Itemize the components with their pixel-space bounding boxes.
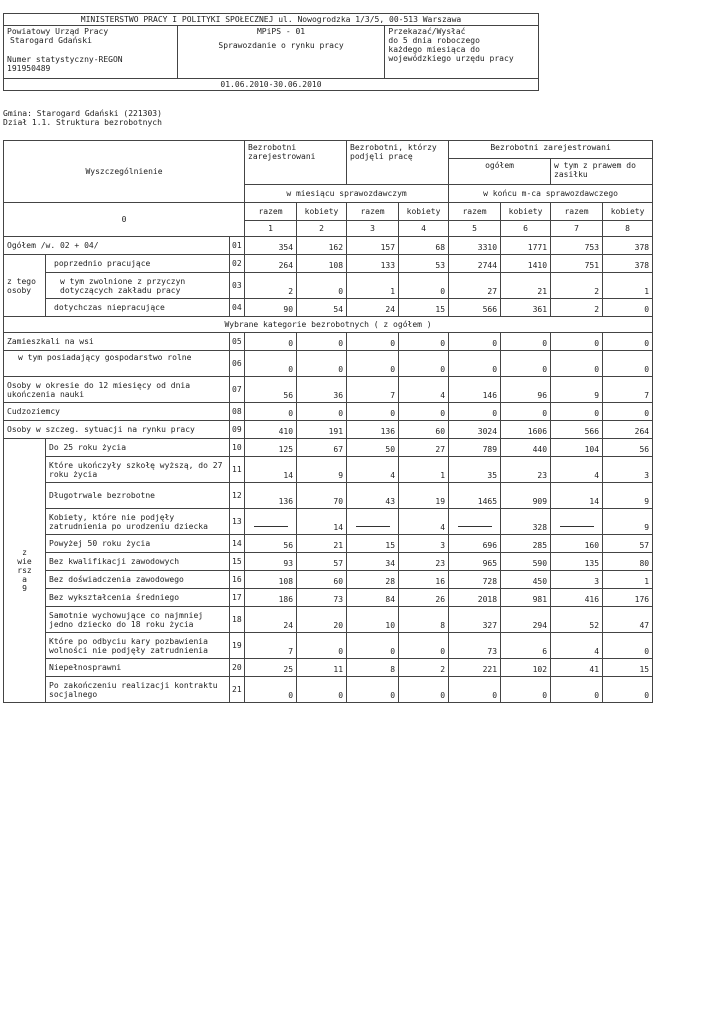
deliver-line-4: wojewódzkiego urzędu pracy bbox=[388, 54, 514, 63]
value-cell: 294 bbox=[501, 607, 551, 633]
value-cell: 84 bbox=[347, 589, 399, 607]
row-label: Powyżej 50 roku życia bbox=[46, 535, 230, 553]
value-cell: 54 bbox=[297, 299, 347, 317]
value-cell bbox=[245, 509, 297, 535]
colnum-1: 1 bbox=[245, 221, 297, 237]
row-label: Bez doświadczenia zawodowego bbox=[46, 571, 230, 589]
value-cell: 14 bbox=[551, 483, 603, 509]
value-cell: 56 bbox=[245, 377, 297, 403]
colnum-6: 6 bbox=[501, 221, 551, 237]
value-cell: 9 bbox=[297, 457, 347, 483]
spec-header: Wyszczególnienie bbox=[4, 141, 245, 203]
value-cell: 328 bbox=[501, 509, 551, 535]
office-cell bbox=[4, 26, 178, 79]
value-cell: 146 bbox=[449, 377, 501, 403]
value-cell: 2018 bbox=[449, 589, 501, 607]
value-cell: 14 bbox=[245, 457, 297, 483]
row-number: 05 bbox=[230, 333, 245, 351]
value-cell: 0 bbox=[245, 333, 297, 351]
value-cell: 410 bbox=[245, 421, 297, 439]
sub-kobiety-6: kobiety bbox=[501, 203, 551, 221]
value-cell: 0 bbox=[551, 403, 603, 421]
table-row bbox=[4, 553, 653, 571]
empty-dash bbox=[254, 526, 288, 527]
value-cell: 0 bbox=[245, 677, 297, 703]
table-row bbox=[4, 535, 653, 553]
col-total: ogółem bbox=[449, 159, 551, 185]
value-cell: 2 bbox=[399, 659, 449, 677]
col-benefit: w tym z prawem do zasiłku bbox=[551, 159, 653, 185]
sub-razem-1: razem bbox=[245, 203, 297, 221]
row-label: Ogółem /w. 02 + 04/ bbox=[4, 237, 230, 255]
value-cell: 0 bbox=[297, 351, 347, 377]
col-group-registered: Bezrobotni zarejestrowani bbox=[245, 141, 347, 185]
value-cell: 0 bbox=[449, 677, 501, 703]
table-row bbox=[4, 589, 653, 607]
value-cell: 47 bbox=[603, 607, 653, 633]
table-row bbox=[4, 299, 653, 317]
value-cell: 136 bbox=[347, 421, 399, 439]
value-cell: 0 bbox=[297, 677, 347, 703]
value-cell: 1 bbox=[399, 457, 449, 483]
value-cell: 67 bbox=[297, 439, 347, 457]
value-cell: 3310 bbox=[449, 237, 501, 255]
value-cell: 52 bbox=[551, 607, 603, 633]
sub-razem-5: razem bbox=[449, 203, 501, 221]
value-cell: 8 bbox=[347, 659, 399, 677]
value-cell: 50 bbox=[347, 439, 399, 457]
sub-kobiety-8: kobiety bbox=[603, 203, 653, 221]
period-month: w miesiącu sprawozdawczym bbox=[245, 185, 449, 203]
deliver-line-2: do 5 dnia roboczego bbox=[388, 36, 480, 45]
value-cell: 1606 bbox=[501, 421, 551, 439]
value-cell: 416 bbox=[551, 589, 603, 607]
value-cell: 9 bbox=[551, 377, 603, 403]
empty-dash bbox=[458, 526, 492, 527]
row-label: Które po odbyciu kary pozbawienia wolności nie podjęły zatrudnienia bbox=[46, 633, 230, 659]
value-cell: 24 bbox=[347, 299, 399, 317]
value-cell: 0 bbox=[245, 403, 297, 421]
value-cell: 0 bbox=[347, 403, 399, 421]
value-cell: 0 bbox=[399, 351, 449, 377]
empty-dash bbox=[356, 526, 390, 527]
value-cell: 566 bbox=[551, 421, 603, 439]
value-cell: 56 bbox=[245, 535, 297, 553]
value-cell: 1465 bbox=[449, 483, 501, 509]
row-number: 07 bbox=[230, 377, 245, 403]
value-cell: 25 bbox=[245, 659, 297, 677]
value-cell: 4 bbox=[347, 457, 399, 483]
value-cell: 753 bbox=[551, 237, 603, 255]
table-row bbox=[4, 509, 653, 535]
value-cell: 327 bbox=[449, 607, 501, 633]
value-cell: 24 bbox=[245, 607, 297, 633]
table-row bbox=[4, 351, 653, 377]
table-row bbox=[4, 659, 653, 677]
row-number: 01 bbox=[230, 237, 245, 255]
value-cell: 160 bbox=[551, 535, 603, 553]
value-cell: 728 bbox=[449, 571, 501, 589]
value-cell: 789 bbox=[449, 439, 501, 457]
regon-label: Numer statystyczny-REGON bbox=[7, 55, 123, 64]
row-label: dotychczas niepracujące bbox=[46, 299, 230, 317]
value-cell: 3 bbox=[603, 457, 653, 483]
row-label: Bez wykształcenia średniego bbox=[46, 589, 230, 607]
colnum-3: 3 bbox=[347, 221, 399, 237]
spec-spacer: 0 bbox=[4, 203, 245, 237]
value-cell: 0 bbox=[297, 633, 347, 659]
value-cell: 96 bbox=[501, 377, 551, 403]
col-group-registered-end: Bezrobotni zarejestrowani bbox=[449, 141, 653, 159]
empty-dash bbox=[560, 526, 594, 527]
value-cell: 9 bbox=[603, 483, 653, 509]
colnum-2: 2 bbox=[297, 221, 347, 237]
value-cell: 135 bbox=[551, 553, 603, 571]
report-header bbox=[3, 13, 539, 91]
value-cell: 378 bbox=[603, 255, 653, 273]
row-label: poprzednio pracujące bbox=[46, 255, 230, 273]
row-number: 03 bbox=[230, 273, 245, 299]
office-name: Powiatowy Urząd Pracy bbox=[7, 27, 109, 36]
value-cell: 16 bbox=[399, 571, 449, 589]
value-cell bbox=[551, 509, 603, 535]
form-cell bbox=[177, 26, 385, 79]
value-cell: 19 bbox=[399, 483, 449, 509]
value-cell: 7 bbox=[347, 377, 399, 403]
value-cell: 11 bbox=[297, 659, 347, 677]
value-cell: 53 bbox=[399, 255, 449, 273]
value-cell: 0 bbox=[603, 633, 653, 659]
selected-categories-label: Wybrane kategorie bezrobotnych ( z ogółem ) bbox=[4, 317, 653, 333]
value-cell: 93 bbox=[245, 553, 297, 571]
row-label: Które ukończyły szkołę wyższą, do 27 roku życia bbox=[46, 457, 230, 483]
value-cell: 7 bbox=[245, 633, 297, 659]
value-cell: 0 bbox=[603, 299, 653, 317]
selected-categories-row bbox=[4, 317, 653, 333]
col-group-employed: Bezrobotni, którzy podjęli pracę bbox=[347, 141, 449, 185]
value-cell: 23 bbox=[501, 457, 551, 483]
table-row bbox=[4, 273, 653, 299]
value-cell: 41 bbox=[551, 659, 603, 677]
value-cell: 15 bbox=[603, 659, 653, 677]
table-row bbox=[4, 403, 653, 421]
value-cell: 0 bbox=[245, 351, 297, 377]
row-label: Osoby w okresie do 12 miesięcy od dnia ukończenia nauki bbox=[4, 377, 230, 403]
value-cell: 450 bbox=[501, 571, 551, 589]
row-number: 14 bbox=[230, 535, 245, 553]
value-cell: 0 bbox=[449, 403, 501, 421]
value-cell: 57 bbox=[603, 535, 653, 553]
row-label: Zamieszkali na wsi bbox=[4, 333, 230, 351]
value-cell: 60 bbox=[297, 571, 347, 589]
value-cell: 751 bbox=[551, 255, 603, 273]
value-cell: 56 bbox=[603, 439, 653, 457]
value-cell: 361 bbox=[501, 299, 551, 317]
row-number: 21 bbox=[230, 677, 245, 703]
value-cell: 0 bbox=[399, 273, 449, 299]
row-number: 13 bbox=[230, 509, 245, 535]
value-cell: 4 bbox=[399, 377, 449, 403]
table-body bbox=[4, 237, 653, 703]
value-cell: 0 bbox=[501, 677, 551, 703]
row-label: Osoby w szczeg. sytuacji na rynku pracy bbox=[4, 421, 230, 439]
value-cell: 108 bbox=[297, 255, 347, 273]
value-cell: 9 bbox=[603, 509, 653, 535]
sub-kobiety-2: kobiety bbox=[297, 203, 347, 221]
value-cell: 0 bbox=[501, 351, 551, 377]
row-label: Po zakończeniu realizacji kontraktu socjalnego bbox=[46, 677, 230, 703]
sub-razem-3: razem bbox=[347, 203, 399, 221]
z-wiersza-part: rsz bbox=[17, 566, 32, 575]
table-row bbox=[4, 377, 653, 403]
row-number: 08 bbox=[230, 403, 245, 421]
row-number: 06 bbox=[230, 351, 245, 377]
value-cell: 80 bbox=[603, 553, 653, 571]
value-cell: 0 bbox=[449, 333, 501, 351]
value-cell: 14 bbox=[297, 509, 347, 535]
row-number: 20 bbox=[230, 659, 245, 677]
value-cell: 133 bbox=[347, 255, 399, 273]
value-cell: 696 bbox=[449, 535, 501, 553]
value-cell: 3024 bbox=[449, 421, 501, 439]
value-cell: 264 bbox=[245, 255, 297, 273]
z-tego-osoby-label: z tego osoby bbox=[4, 255, 46, 317]
value-cell: 23 bbox=[399, 553, 449, 571]
value-cell: 0 bbox=[399, 633, 449, 659]
deliver-cell bbox=[385, 26, 539, 79]
report-period: 01.06.2010-30.06.2010 bbox=[4, 79, 539, 91]
value-cell: 15 bbox=[399, 299, 449, 317]
office-city: Starogard Gdański bbox=[10, 36, 92, 45]
value-cell: 176 bbox=[603, 589, 653, 607]
value-cell: 264 bbox=[603, 421, 653, 439]
row-number: 17 bbox=[230, 589, 245, 607]
value-cell: 7 bbox=[603, 377, 653, 403]
z-wiersza-part: z bbox=[22, 548, 27, 557]
value-cell: 104 bbox=[551, 439, 603, 457]
value-cell: 0 bbox=[399, 403, 449, 421]
value-cell: 1 bbox=[603, 273, 653, 299]
value-cell: 0 bbox=[603, 333, 653, 351]
table-row bbox=[4, 483, 653, 509]
value-cell: 136 bbox=[245, 483, 297, 509]
row-number: 15 bbox=[230, 553, 245, 571]
row-label: w tym zwolnione z przyczyn dotyczących zakładu pracy bbox=[46, 273, 230, 299]
row-number: 18 bbox=[230, 607, 245, 633]
row-number: 04 bbox=[230, 299, 245, 317]
value-cell: 965 bbox=[449, 553, 501, 571]
value-cell bbox=[449, 509, 501, 535]
value-cell: 15 bbox=[347, 535, 399, 553]
table-row bbox=[4, 607, 653, 633]
value-cell: 26 bbox=[399, 589, 449, 607]
row-number: 10 bbox=[230, 439, 245, 457]
value-cell: 0 bbox=[399, 677, 449, 703]
value-cell: 3 bbox=[399, 535, 449, 553]
value-cell: 0 bbox=[297, 273, 347, 299]
value-cell: 0 bbox=[603, 403, 653, 421]
value-cell: 0 bbox=[347, 333, 399, 351]
value-cell: 191 bbox=[297, 421, 347, 439]
row-label: Niepełnosprawni bbox=[46, 659, 230, 677]
sub-razem-7: razem bbox=[551, 203, 603, 221]
table-row bbox=[4, 333, 653, 351]
value-cell: 57 bbox=[297, 553, 347, 571]
form-name: Sprawozdanie o rynku pracy bbox=[218, 41, 344, 50]
period-end: w końcu m-ca sprawozdawczego bbox=[449, 185, 653, 203]
value-cell: 10 bbox=[347, 607, 399, 633]
value-cell: 73 bbox=[297, 589, 347, 607]
row-number: 02 bbox=[230, 255, 245, 273]
value-cell: 590 bbox=[501, 553, 551, 571]
value-cell: 35 bbox=[449, 457, 501, 483]
table-row bbox=[4, 439, 653, 457]
value-cell: 378 bbox=[603, 237, 653, 255]
value-cell: 1 bbox=[347, 273, 399, 299]
value-cell: 0 bbox=[449, 351, 501, 377]
row-number: 09 bbox=[230, 421, 245, 439]
row-label: w tym posiadający gospodarstwo rolne bbox=[4, 351, 230, 377]
value-cell: 0 bbox=[551, 677, 603, 703]
value-cell: 60 bbox=[399, 421, 449, 439]
value-cell: 566 bbox=[449, 299, 501, 317]
value-cell bbox=[347, 509, 399, 535]
row-number: 19 bbox=[230, 633, 245, 659]
colnum-4: 4 bbox=[399, 221, 449, 237]
row-label: Kobiety, które nie podjęły zatrudnienia po urodzeniu dziecka bbox=[46, 509, 230, 535]
value-cell: 285 bbox=[501, 535, 551, 553]
row-label: Do 25 roku życia bbox=[46, 439, 230, 457]
value-cell: 6 bbox=[501, 633, 551, 659]
value-cell: 909 bbox=[501, 483, 551, 509]
value-cell: 90 bbox=[245, 299, 297, 317]
value-cell: 68 bbox=[399, 237, 449, 255]
value-cell: 4 bbox=[551, 633, 603, 659]
value-cell: 0 bbox=[347, 633, 399, 659]
z-wiersza-part: 9 bbox=[22, 584, 27, 593]
z-wiersza-part: wie bbox=[17, 557, 32, 566]
value-cell: 354 bbox=[245, 237, 297, 255]
colnum-8: 8 bbox=[603, 221, 653, 237]
value-cell: 73 bbox=[449, 633, 501, 659]
value-cell: 70 bbox=[297, 483, 347, 509]
value-cell: 1771 bbox=[501, 237, 551, 255]
value-cell: 221 bbox=[449, 659, 501, 677]
value-cell: 0 bbox=[501, 333, 551, 351]
form-code: MPiPS - 01 bbox=[256, 27, 306, 36]
value-cell: 0 bbox=[603, 677, 653, 703]
value-cell: 186 bbox=[245, 589, 297, 607]
value-cell: 0 bbox=[297, 403, 347, 421]
value-cell: 36 bbox=[297, 377, 347, 403]
value-cell: 0 bbox=[551, 333, 603, 351]
table-row bbox=[4, 677, 653, 703]
regon-number: 191950489 bbox=[7, 64, 51, 73]
value-cell: 0 bbox=[297, 333, 347, 351]
value-cell: 1 bbox=[603, 571, 653, 589]
deliver-line-1: Przekazać/Wysłać bbox=[388, 27, 466, 36]
colnum-7: 7 bbox=[551, 221, 603, 237]
value-cell: 108 bbox=[245, 571, 297, 589]
value-cell: 2 bbox=[551, 299, 603, 317]
value-cell: 21 bbox=[501, 273, 551, 299]
value-cell: 0 bbox=[501, 403, 551, 421]
gmina-line: Gmina: Starogard Gdański (221303) bbox=[3, 109, 162, 118]
row-number: 11 bbox=[230, 457, 245, 483]
value-cell: 43 bbox=[347, 483, 399, 509]
unemployment-structure-table bbox=[3, 140, 653, 703]
row-label: Długotrwale bezrobotne bbox=[46, 483, 230, 509]
value-cell: 2 bbox=[245, 273, 297, 299]
row-number: 16 bbox=[230, 571, 245, 589]
sub-kobiety-4: kobiety bbox=[399, 203, 449, 221]
value-cell: 4 bbox=[551, 457, 603, 483]
table-row bbox=[4, 457, 653, 483]
value-cell: 20 bbox=[297, 607, 347, 633]
value-cell: 102 bbox=[501, 659, 551, 677]
value-cell: 0 bbox=[347, 677, 399, 703]
value-cell: 27 bbox=[449, 273, 501, 299]
value-cell: 157 bbox=[347, 237, 399, 255]
table-row bbox=[4, 237, 653, 255]
value-cell: 981 bbox=[501, 589, 551, 607]
value-cell: 440 bbox=[501, 439, 551, 457]
value-cell: 0 bbox=[551, 351, 603, 377]
value-cell: 0 bbox=[399, 333, 449, 351]
value-cell: 8 bbox=[399, 607, 449, 633]
row-label: Cudzoziemcy bbox=[4, 403, 230, 421]
row-number: 12 bbox=[230, 483, 245, 509]
row-label: Bez kwalifikacji zawodowych bbox=[46, 553, 230, 571]
z-wiersza-9-label bbox=[4, 439, 46, 703]
table-row bbox=[4, 633, 653, 659]
value-cell: 34 bbox=[347, 553, 399, 571]
value-cell: 3 bbox=[551, 571, 603, 589]
table-row bbox=[4, 255, 653, 273]
value-cell: 2 bbox=[551, 273, 603, 299]
value-cell: 1410 bbox=[501, 255, 551, 273]
value-cell: 2744 bbox=[449, 255, 501, 273]
value-cell: 162 bbox=[297, 237, 347, 255]
value-cell: 4 bbox=[399, 509, 449, 535]
value-cell: 27 bbox=[399, 439, 449, 457]
table-row bbox=[4, 571, 653, 589]
row-label: Samotnie wychowujące co najmniej jedno dziecko do 18 roku życia bbox=[46, 607, 230, 633]
colnum-5: 5 bbox=[449, 221, 501, 237]
table-row bbox=[4, 421, 653, 439]
value-cell: 28 bbox=[347, 571, 399, 589]
deliver-line-3: każdego miesiąca do bbox=[388, 45, 480, 54]
z-wiersza-part: a bbox=[22, 575, 27, 584]
value-cell: 125 bbox=[245, 439, 297, 457]
value-cell: 0 bbox=[347, 351, 399, 377]
section-title: Dział 1.1. Struktura bezrobotnych bbox=[3, 118, 162, 127]
ministry-title: MINISTERSTWO PRACY I POLITYKI SPOŁECZNEJ ul. Nowogrodzka 1/3/5, 00-513 Warszawa bbox=[4, 14, 539, 26]
value-cell: 0 bbox=[603, 351, 653, 377]
value-cell: 21 bbox=[297, 535, 347, 553]
